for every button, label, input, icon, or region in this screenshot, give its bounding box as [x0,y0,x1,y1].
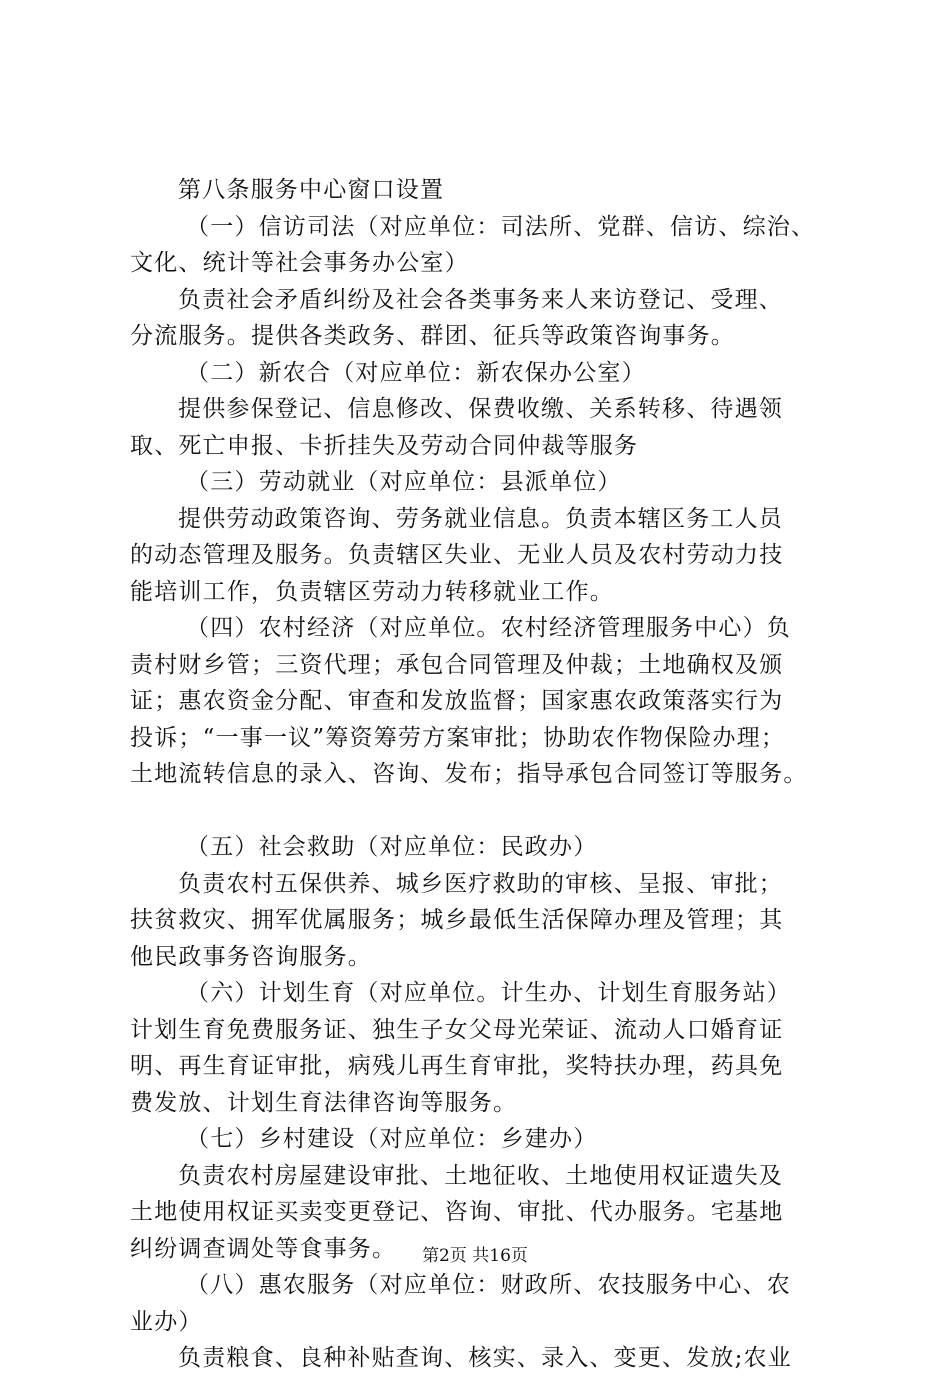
text-line: 提供参保登记、信息修改、保费收缴、关系转移、待遇领 [178,396,783,422]
text-line: 负责农村房屋建设审批、土地征收、土地使用权证遗失及 [178,1162,783,1189]
text-line: 费发放、计划生育法律咨询等服务。 [130,1089,518,1116]
text-line: 文化、统计等社会事务办公室） [130,250,469,276]
document-body [130,172,842,1377]
text-line: 土地流转信息的录入、咨询、发布；指导承包合同签订等服务。 [130,761,808,787]
section-heading-1: （一）信访司法（对应单位：司法所、党群、信访、综治、 [186,213,816,240]
text-line: 投诉；“一事一议”筹资筹劳方案审批；协助农作物保险办理； [130,724,786,751]
blank-line [130,793,842,830]
text-line: 分流服务。提供各类政务、群团、征兵等政策咨询事务。 [130,323,735,349]
section-heading-7: （七）乡村建设（对应单位：乡建办） [186,1126,598,1152]
section-heading-5: （五）社会救助（对应单位：民政办） [186,834,598,860]
text-line: 明、再生育证审批，病残儿再生育审批，奖特扶办理，药具免 [130,1053,784,1079]
text-line: 土地使用权证买卖变更登记、咨询、审批、代办服务。宅基地 [130,1199,784,1225]
section-heading-3: （三）劳动就业（对应单位：县派单位） [186,469,622,495]
text-line: 负责农村五保供养、城乡医疗救助的审核、呈报、审批； [178,870,783,897]
text-line: 能培训工作，负责辖区劳动力转移就业工作。 [130,578,614,605]
text-line: 纠纷调查调处等食事务。 [130,1235,397,1262]
text-line: 的动态管理及服务。负责辖区失业、无业人员及农村劳动力技 [130,542,784,568]
section-heading-4: （四）农村经济（对应单位。农村经济管理服务中心）负 [186,615,791,641]
text-line: 他民政事务咨询服务。 [130,943,372,970]
text-line: 计划生育免费服务证、独生子女父母光荣证、流动人口婚育证 [130,1016,784,1043]
page-number-footer: 第2页 共16页 [422,1246,528,1266]
text-line: 扶贫救灾、拥军优属服务；城乡最低生活保障办理及管理；其 [130,907,784,933]
text-line: 业办） [130,1308,203,1335]
text-line: 负责社会矛盾纠纷及社会各类事务来人来访登记、受理、 [178,286,783,313]
section-heading-8: （八）惠农服务（对应单位：财政所、农技服务中心、农 [186,1272,791,1298]
section-heading-2: （二）新农合（对应单位：新农保办公室） [186,359,646,386]
text-line: 证；惠农资金分配、审查和发放监督；国家惠农政策落实行为 [130,688,784,714]
article-heading: 第八条服务中心窗口设置 [178,177,445,203]
text-line: 提供劳动政策咨询、劳务就业信息。负责本辖区务工人员 [178,505,783,532]
text-line: 负责粮食、良种补贴查询、核实、录入、变更、发放;农业 [178,1345,792,1371]
text-line: 责村财乡管；三资代理；承包合同管理及仲裁；土地确权及颁 [130,651,784,678]
text-line: 取、死亡申报、卡折挂失及劳动合同仲裁等服务 [130,432,639,459]
section-heading-6: （六）计划生育（对应单位。计生办、计划生育服务站） [186,980,791,1006]
